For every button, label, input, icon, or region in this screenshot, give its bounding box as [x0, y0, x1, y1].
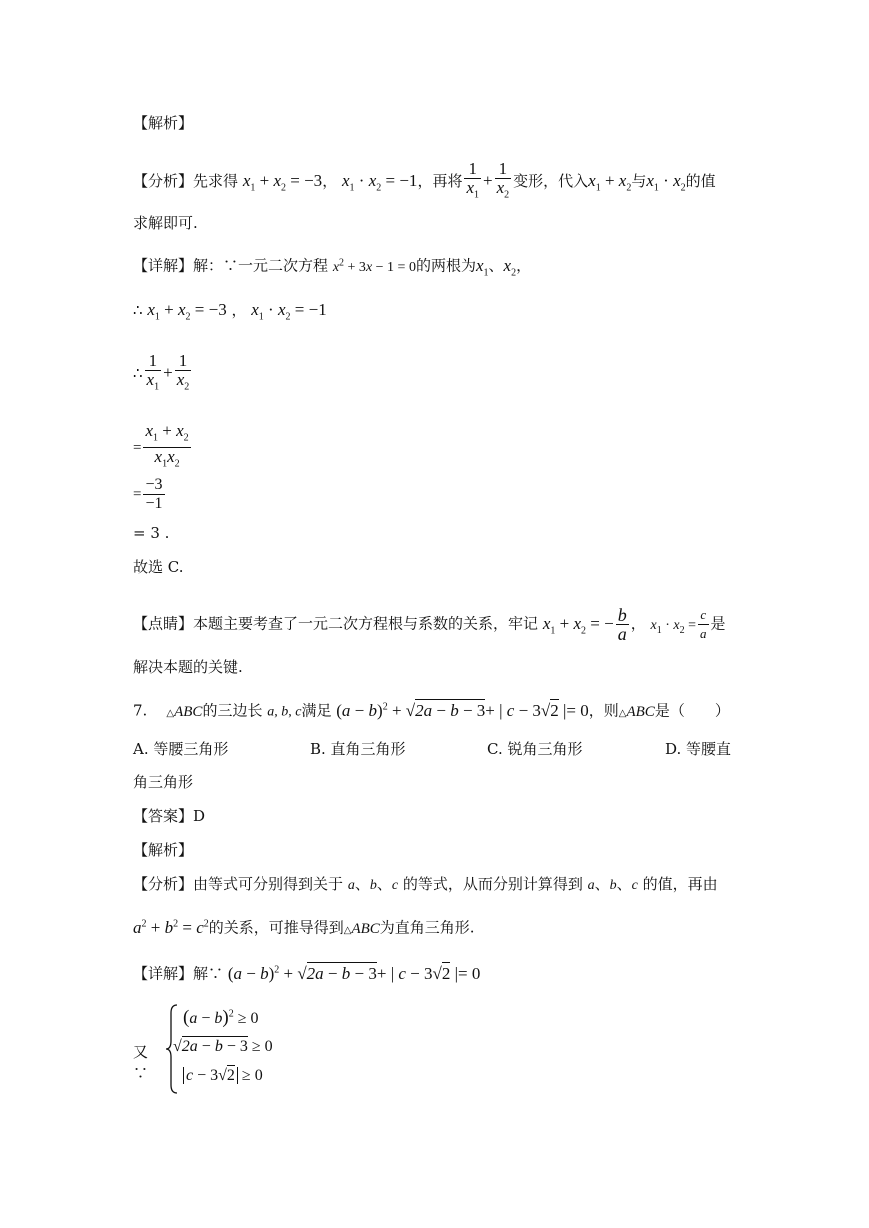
- analysis2-line-1: 【分析】由等式可分别得到关于 a、b、c 的等式，从而分别计算得到 a、b、c 的值，再由: [133, 875, 718, 893]
- analysis2-line-2: $a^2 + b^2 = c^2$的关系，可推导得到△ABC为直角三角形.: [133, 917, 475, 937]
- inequality-1: $(a - b)^2 \ge 0$: [183, 1007, 259, 1028]
- fraction-1-over-x2: $\frac{1}{x_2}$: [496, 159, 510, 201]
- option-d: D. 等腰直: [665, 740, 732, 758]
- analysis-line-2: 求解即可.: [133, 214, 198, 232]
- section-analysis-heading: 【解析】: [133, 114, 194, 132]
- option-b: B. 直角三角形: [310, 740, 406, 758]
- question-7: 7. △ABC的三边长 a, b, c满足 $(a - b)^2 + √2a - b - 3+$ | c − 3√2 |= 0，则△ABC是（ ）: [133, 700, 730, 720]
- analysis-line-1: 【分析】先求得 $x_1 + x_2 = -3$， $x_1 \cdot x_2 = -1$，再将 $\frac{1}{x_1}$ + $\frac{1}{x_2}$ 变形，代入$x_1 + x_2$与$x_1 \cdot x_2$的值: [133, 160, 716, 204]
- analysis-label: 【分析】: [133, 172, 194, 191]
- step-vieta: ∴ $x_1 + x_2 = -3$ ， $x_1 \cdot x_2 = -1$: [133, 300, 327, 323]
- detail-label: 【详解】: [133, 256, 194, 275]
- step-combined-fraction: = $\frac{x_1 + x_2}{x_1x_2}$: [133, 421, 189, 470]
- equation-quadratic: $x^2 + 3x - 1 = 0$: [332, 257, 416, 275]
- option-d-continued: 角三角形: [133, 773, 194, 791]
- formula-sum: $x_1 + x_2 = -3$: [242, 171, 323, 194]
- answer-line: 【答案】D: [133, 807, 206, 825]
- key-point-line-2: 解决本题的关键.: [133, 658, 243, 676]
- choice-statement: 故选 C.: [133, 558, 184, 576]
- condition-equation: $(a - b)^2 + √2a - b - 3+$ | c − 3√2 |= 0: [336, 700, 589, 720]
- formula-product: $x_1 \cdot x_2 = -1$: [341, 171, 418, 194]
- inequality-3: c − 3√2 ≥ 0: [183, 1067, 263, 1085]
- question-number: 7.: [133, 701, 148, 720]
- key-point-line-1: 【点睛】本题主要考查了一元二次方程根与系数的关系，牢记 $x_1 + x_2$ = − $\frac{b}{a}$ ， $x_1 \cdot x_2$ = $\frac{c}{a}$ 是: [133, 605, 726, 644]
- option-c: C. 锐角三角形: [487, 740, 583, 758]
- detail2-line-1: 【详解】解∵ $(a - b)^2 + √2a - b - 3+$ | c − 3√2 |= 0: [133, 963, 481, 983]
- inequality-2: √2a − b − 3 ≥ 0: [173, 1038, 273, 1055]
- step-sum-fractions: ∴ $\frac{1}{x_1}$ + $\frac{1}{x_2}$: [133, 351, 190, 393]
- step-numeric-fraction: = $\frac{-3}{-1}$: [133, 476, 163, 512]
- fraction-1-over-x1: $\frac{1}{x_1}$: [466, 159, 479, 201]
- detail-line-1: 【详解】解：∵一元二次方程 $x^2 + 3x - 1 = 0$的两根为$x_1$、$x_2$，: [133, 255, 532, 279]
- you-label: 又∵: [133, 1043, 149, 1082]
- section-analysis-heading-2: 【解析】: [133, 841, 194, 859]
- step-result: = 3 .: [133, 524, 170, 542]
- option-a: A. 等腰三角形: [133, 740, 229, 758]
